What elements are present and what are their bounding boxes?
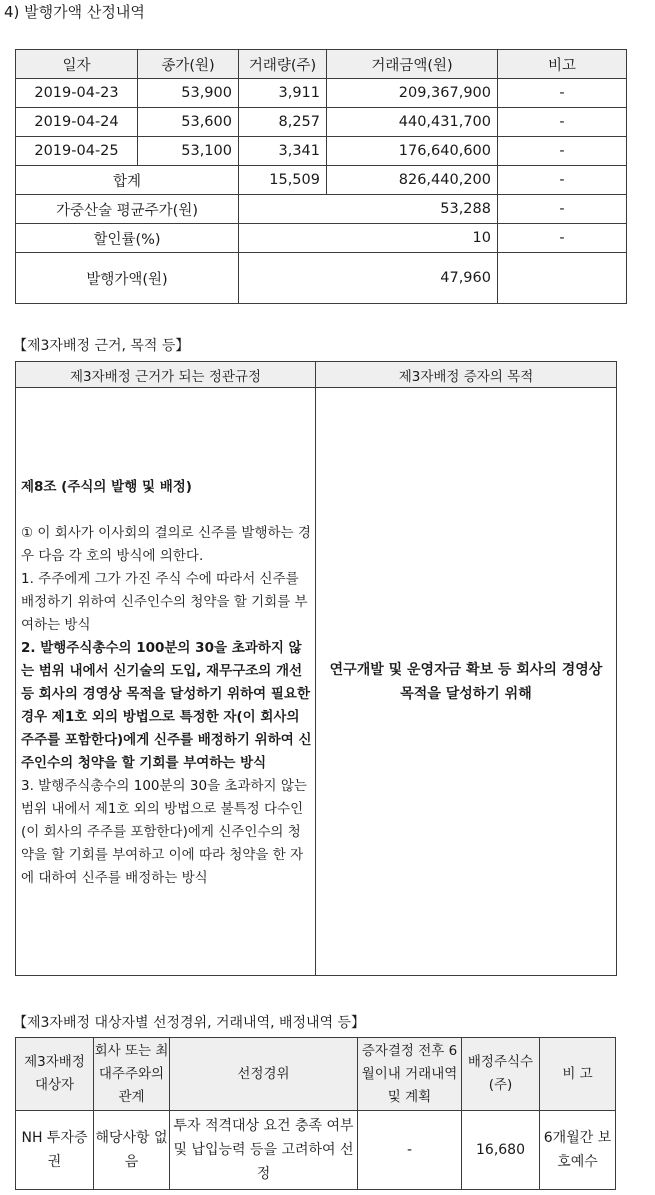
total-label: 합계	[16, 166, 239, 195]
cell-note: -	[498, 79, 627, 108]
cell-date: 2019-04-23	[16, 79, 138, 108]
col-header-allottee: 제3자배정 대상자	[16, 1038, 94, 1111]
table-header-row	[16, 50, 627, 79]
cell-transactions: -	[358, 1111, 462, 1190]
cell-close: 53,100	[138, 137, 239, 166]
col-header-shares: 배정주식수 (주)	[462, 1038, 540, 1111]
cell-volume: 3,911	[239, 79, 327, 108]
total-volume: 15,509	[239, 166, 327, 195]
cell-volume: 8,257	[239, 108, 327, 137]
issue-price-note	[498, 253, 627, 304]
cell-note: -	[498, 108, 627, 137]
col-header-date: 일자	[16, 50, 138, 79]
col-header-purpose: 제3자배정 증자의 목적	[316, 362, 617, 388]
cell-relationship: 해당사항 없음	[94, 1111, 170, 1190]
col-header-close: 종가(원)	[138, 50, 239, 79]
cell-date: 2019-04-25	[16, 137, 138, 166]
articles-rule-cell	[16, 388, 316, 976]
weighted-avg-row	[16, 195, 627, 224]
col-header-transactions: 증자결정 전후 6월이내 거래내역 및 계획	[358, 1038, 462, 1111]
rule-item: 1. 주주에게 그가 가진 주식 수에 따라서 신주를 배정하기 위하여 신주인수의 청약을 할 기회를 부여하는 방식	[21, 571, 308, 633]
table-row	[16, 137, 627, 166]
weighted-avg-label: 가중산술 평균주가(원)	[16, 195, 239, 224]
table-row	[16, 1111, 616, 1190]
cell-remark: 6개월간 보호예수	[540, 1111, 616, 1190]
allocation-purpose: 연구개발 및 운영자금 확보 등 회사의 경영상 목적을 달성하기 위해	[316, 388, 617, 976]
cell-close: 53,900	[138, 79, 239, 108]
weighted-avg-note: -	[498, 195, 627, 224]
rule-item: 3. 발행주식총수의 100분의 30을 초과하지 않는 범위 내에서 제1호 외의 방법으로 불특정 다수인(이 회사의 주주를 포함한다)에게 신주인수의 청약을 할 기회를 부여하고 이에 따라 청약을 한 자에 대하여 신주를 배정하는 방식	[21, 778, 307, 886]
col-header-remark: 비 고	[540, 1038, 616, 1111]
cell-allottee: NH 투자증권	[16, 1111, 94, 1190]
discount-value: 10	[239, 224, 498, 253]
rule-item: ① 이 회사가 이사회의 결의로 신주를 발행하는 경우 다음 각 호의 방식에 의한다.	[21, 525, 311, 564]
cell-date: 2019-04-24	[16, 108, 138, 137]
issue-price-label: 발행가액(원)	[16, 253, 239, 304]
cell-shares: 16,680	[462, 1111, 540, 1190]
section-title-allocation-basis: 【제3자배정 근거, 목적 등】	[13, 338, 190, 354]
issue-price-row	[16, 253, 627, 304]
col-header-volume: 거래량(주)	[239, 50, 327, 79]
total-row	[16, 166, 627, 195]
cell-selection: 투자 적격대상 요건 충족 여부 및 납입능력 등을 고려하여 선정	[170, 1111, 358, 1190]
table-row	[16, 108, 627, 137]
col-header-relationship: 회사 또는 최대주주와의 관계	[94, 1038, 170, 1111]
cell-note: -	[498, 137, 627, 166]
weighted-avg-value: 53,288	[239, 195, 498, 224]
cell-amount: 176,640,600	[327, 137, 498, 166]
table-header-row	[16, 362, 617, 388]
cell-close: 53,600	[138, 108, 239, 137]
rule-item-highlighted: 2. 발행주식총수의 100분의 30을 초과하지 않는 범위 내에서 신기술의 도입, 재무구조의 개선 등 회사의 경영상 목적을 달성하기 위하여 필요한 경우 제1호 외의 방법으로 특정한 자(이 회사의 주주를 포함한다)에게 신주를 배정하기 위하여 신주인수의 청약을 할 기회를 부여하는 방식	[21, 640, 312, 771]
issue-price-value: 47,960	[239, 253, 498, 304]
table-row	[16, 79, 627, 108]
discount-label: 할인률(%)	[16, 224, 239, 253]
section-title-allottee-details: 【제3자배정 대상자별 선정경위, 거래내역, 배정내역 등】	[13, 1015, 366, 1031]
cell-volume: 3,341	[239, 137, 327, 166]
issue-price-table	[15, 49, 627, 304]
rule-title: 제8조 (주식의 발행 및 배정)	[21, 479, 192, 495]
table-row	[16, 388, 617, 976]
table-header-row	[16, 1038, 616, 1111]
col-header-rule: 제3자배정 근거가 되는 정관규정	[16, 362, 316, 388]
cell-amount: 209,367,900	[327, 79, 498, 108]
allocation-basis-table	[15, 361, 617, 976]
articles-rule-text	[21, 476, 313, 890]
discount-note: -	[498, 224, 627, 253]
cell-amount: 440,431,700	[327, 108, 498, 137]
col-header-note: 비고	[498, 50, 627, 79]
section-title-issue-price: 4) 발행가액 산정내역	[4, 3, 145, 21]
discount-row	[16, 224, 627, 253]
total-note: -	[498, 166, 627, 195]
col-header-selection: 선정경위	[170, 1038, 358, 1111]
col-header-amount: 거래금액(원)	[327, 50, 498, 79]
allottee-table	[15, 1037, 616, 1190]
total-amount: 826,440,200	[327, 166, 498, 195]
